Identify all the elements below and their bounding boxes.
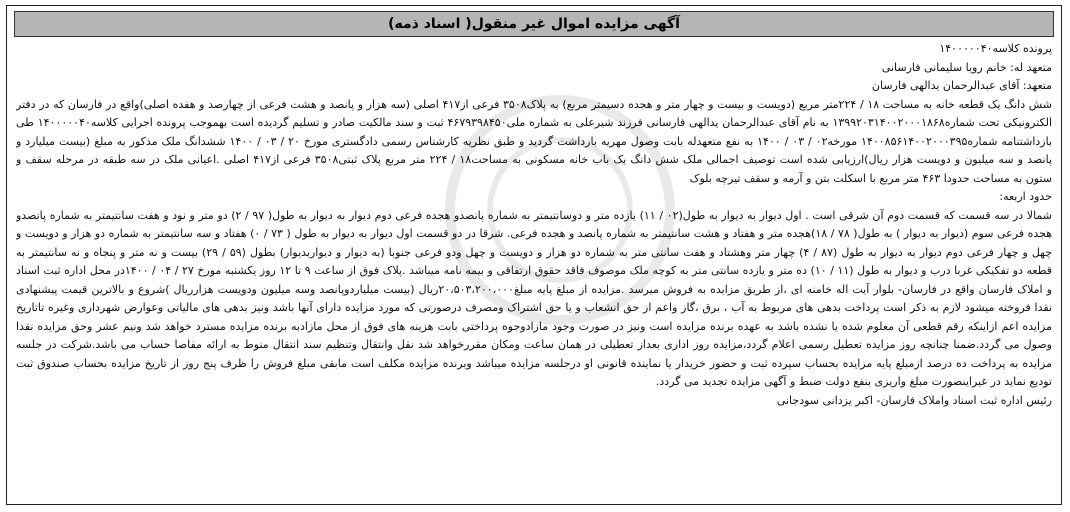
notice-title: آگهی مزایده اموال غیر منقول( اسناد ذمه) bbox=[388, 16, 680, 32]
boundaries-heading: حدود اربعه: bbox=[999, 190, 1052, 203]
creditor-line: متعهد له: خانم رویا سلیمانی فارسانی bbox=[881, 60, 1052, 74]
notice-header bbox=[14, 11, 1054, 37]
signature-line: رئیس اداره ثبت اسناد واملاک فارسان- اکبر یزدانی سودجانی bbox=[776, 393, 1052, 407]
boundaries-and-terms: شمالا در سه قسمت که قسمت دوم آن شرقی است . اول دیوار به دیوار به طول(۰۲ / ۱۱) یازده متر و دوسانتیمتر به شماره پانصدو هجده فرعی دوم دیوار به دیوار به طول( ۹۷ / ۲) دو متر و نود و هفت سانتیمتر به شماره پانصدو هجده فرعی سوم (دیوار به دیوار ) به طول( ۷۸ / ۱۸)هجده متر و هفتاد و هشت سانتیمتر به شماره پانصد و هجده فرعی. شرقا در دو قسمت اول دیوار به دیوار به طول ( ۷۳ / ۰) هفتاد و سه سانتیمتر به شماره دو هزار و دویست و چهل و چهار فرعی دوم دیوار به دیوار به طول (۸۷ / ۴) چهار متر وهشتاد و هفت سانتی متر به شماره دو هزار و دویست و چهل ودو فرعی جنوبا (به دیوار و دیواربدیوار) بطول (۵۹ / ۲۹) بیست و نه متر و پنجاه و نه سانتیمتر به قطعه دو تفکیکی غربا درب و دیوار به طول (۱۱ / ۱۰) ده متر و یازده سانتی متر به کوچه ملک موصوف فاقد حقوق ارتفاقی و بیمه نامه میباشد .پلاک فوق از ساعت ۹ تا ۱۲ روز یکشنبه مورخ ۲۷ / ۰۴ / ۱۴۰۰در محل اداره ثبت اسناد و املاک فارسان واقع در فارسان- بلوار آیت اله خامنه ای ،از طریق مزایده به فروش میرسد .مزایده از مبلغ پایه مبلغ۲۰،۵۰۳،۲۰۰،۰۰۰ریال (بیست میلیاردوپانصد وسه میلیون ودویست هزارریال )شروع و بالاترین قیمت پیشنهادی نقدا فروخته میشود لازم به ذکر است پرداخت بدهی های مربوط به آب ، برق ،گاز واعم از حق انشعاب و یا حق اشتراک ومصرف درصورتی که مورد مزایده دارای آنها باشد ونیز بدهی های مالیاتی وعوارض شهرداری وغیره تاتاریخ مزایده اعم ازاینکه رقم قطعی آن معلوم شده یا نشده باشد به عهده برنده مزایده است ونیز در صورت وجود مازادوجوه پرداختی بابت هزینه های فوق از محل مازادبه برنده مزایده مسترد خواهد شد ونیم عشر وحق مزایده نقدا وصول می گردد.ضمنا چنانچه روز مزایده تعطیل رسمی اعلام گردد،مزایده روز اداری بعداز تعطیلی در همان ساعت ومکان مقررخواهد شد نقل وانتقال وتنظیم سند انتقال منوط به ارائه مفاصا حساب می باشد.شرکت در جلسه مزایده به پرداخت ده درصد ازمبلغ پایه مزایده بحساب سپرده ثبت و حضور خریدار یا نماینده قانونی او درجلسه مزایده میباشد وبرنده مزایده مکلف است مابقی مبلغ فروش را ظرف پنج روز از تاریخ مزایده بحساب صندوق ثبت تودیع نماید در غیراینصورت مبلغ واریزی بنفع دولت ضبط و آگهی مزایده تجدید می گردد. bbox=[16, 208, 1052, 388]
debtor-line: متعهد: آقای عبدالرحمان یدالهی فارسان bbox=[871, 79, 1052, 92]
notice-body bbox=[16, 40, 1052, 500]
case-number: پرونده کلاسه۱۴۰۰۰۰۰۴۰ bbox=[939, 42, 1052, 55]
property-description: شش دانگ یک قطعه خانه به مساحت ۱۸ / ۲۲۴متر مربع (دویست و بیست و چهار متر و هجده دسیمتر مربع) به پلاک۳۵۰۸ فرعی از۴۱۷ اصلی (سه هزار و پانصد و هشت فرعی از چهارصد و هفده اصلی)واقع در فارسان که در دفتر الکترونیکی تحت شماره۱۳۹۹۲۰۳۱۴۰۰۲۰۰۰۱۸۶۸ به نام آقای عبدالرحمان یدالهی فارسانی فرزند شیرعلی به شماره ملی۴۶۷۹۳۹۸۴۵۰ ثبت و سند مالکیت صادر و تسلیم گردیده است بهموجب پرونده اجرایی کلاسه۱۴۰۰۰۰۰۴۰ طی بازداشتنامه شماره۱۴۰۰۸۵۶۱۴۰۰۲۰۰۰۳۹۵ مورخه۰۲ / ۰۳ / ۱۴۰۰ به نفع متعهدله بابت وصول مهریه بازداشت گردید و طبق نظریه کارشناس رسمی دادگستری مورخ ۲۰ / ۰۳ / ۱۴۰۰ ششدانگ ملک مذکور به مبلغ (بیست میلیارد و پانصد و سه میلیون و دویست هزار ریال)ارزیابی شده است توصیف اجمالی ملک شش دانگ یک باب خانه مسکونی به مساحت۱۸ / ۲۲۴ متر مربع پلاک ثبتی۳۵۰۸ فرعی از۴۱۷ اصلی .اعیانی ملک در سه طبقه در مرحله سقف و ستون به مساحت حدودا ۴۶۳ متر مربع با اسکلت بتن و آرمه و سقف تیرچه بلوک bbox=[16, 97, 1052, 185]
